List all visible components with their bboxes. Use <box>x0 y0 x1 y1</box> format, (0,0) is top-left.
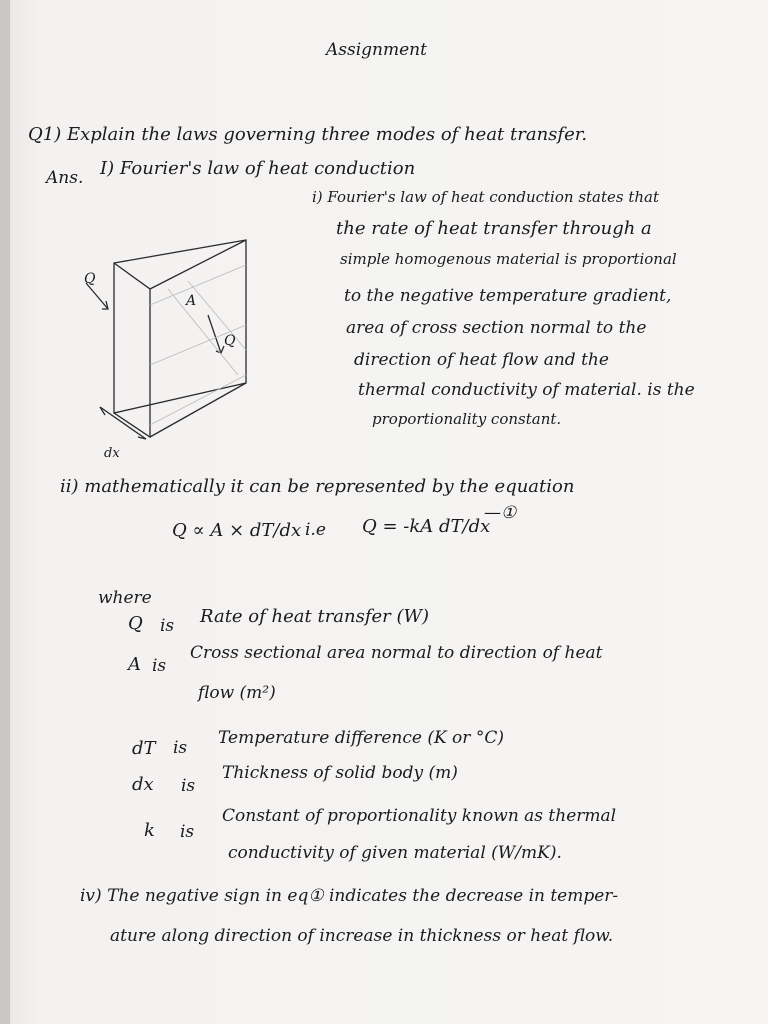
definition-symbol: k <box>144 820 155 841</box>
fourier-equation: Q = -kA dT/dx <box>362 516 491 537</box>
equation-ie: i.e <box>305 520 326 540</box>
definition-text: Constant of proportionality known as thermal <box>222 806 617 826</box>
note-line: iv) The negative sign in eq① indicates the decrease in temper- <box>80 886 619 906</box>
conduction-slab-figure <box>78 225 268 465</box>
definition-text: Thickness of solid body (m) <box>222 763 458 783</box>
definition-symbol: A <box>128 654 141 675</box>
definition-continuation: conductivity of given material (W/mK). <box>228 843 562 863</box>
definition-text: Cross sectional area normal to direction of heat <box>190 643 603 663</box>
definition-symbol: dT <box>132 738 156 759</box>
section-heading: I) Fourier's law of heat conduction <box>100 158 416 179</box>
definition-text: Temperature difference (K or °C) <box>218 728 504 748</box>
statement-line: to the negative temperature gradient, <box>344 286 672 306</box>
statement-line: direction of heat flow and the <box>354 350 609 370</box>
mathematical-statement: ii) mathematically it can be represented by the equation <box>60 476 575 497</box>
equation-proportional: Q ∝ A × dT/dx <box>172 520 302 541</box>
answer-prefix: Ans. <box>46 168 84 188</box>
statement-line: thermal conductivity of material. is the <box>358 380 695 400</box>
figure-label-area: A <box>186 293 197 309</box>
equation-number: —① <box>484 503 517 523</box>
definition-symbol: dx <box>132 774 154 795</box>
definition-continuation: flow (m²) <box>198 683 276 703</box>
figure-label-thickness: dx <box>104 446 120 461</box>
figure-label-q-out: Q <box>224 333 236 349</box>
statement-line: area of cross section normal to the <box>346 318 647 338</box>
page-title: Assignment <box>326 40 427 60</box>
question-text: Q1) Explain the laws governing three modes of heat transfer. <box>28 124 588 145</box>
where-label: where <box>98 588 152 608</box>
definition-is: is <box>181 776 196 796</box>
definition-is: is <box>152 656 167 676</box>
definition-is: is <box>173 738 188 758</box>
slab-diagram <box>78 225 268 465</box>
figure-label-q-in: Q <box>84 271 96 287</box>
definition-is: is <box>160 616 175 636</box>
statement-line: proportionality constant. <box>372 410 562 428</box>
statement-line: simple homogenous material is proportional <box>340 250 677 268</box>
statement-line: i) Fourier's law of heat conduction states that <box>312 188 660 206</box>
definition-is: is <box>180 822 195 842</box>
definition-text: Rate of heat transfer (W) <box>200 606 430 627</box>
page-edge-shadow <box>0 0 10 1024</box>
statement-line: the rate of heat transfer through a <box>336 218 652 239</box>
note-line: ature along direction of increase in thickness or heat flow. <box>110 926 614 946</box>
definition-symbol: Q <box>128 613 143 634</box>
